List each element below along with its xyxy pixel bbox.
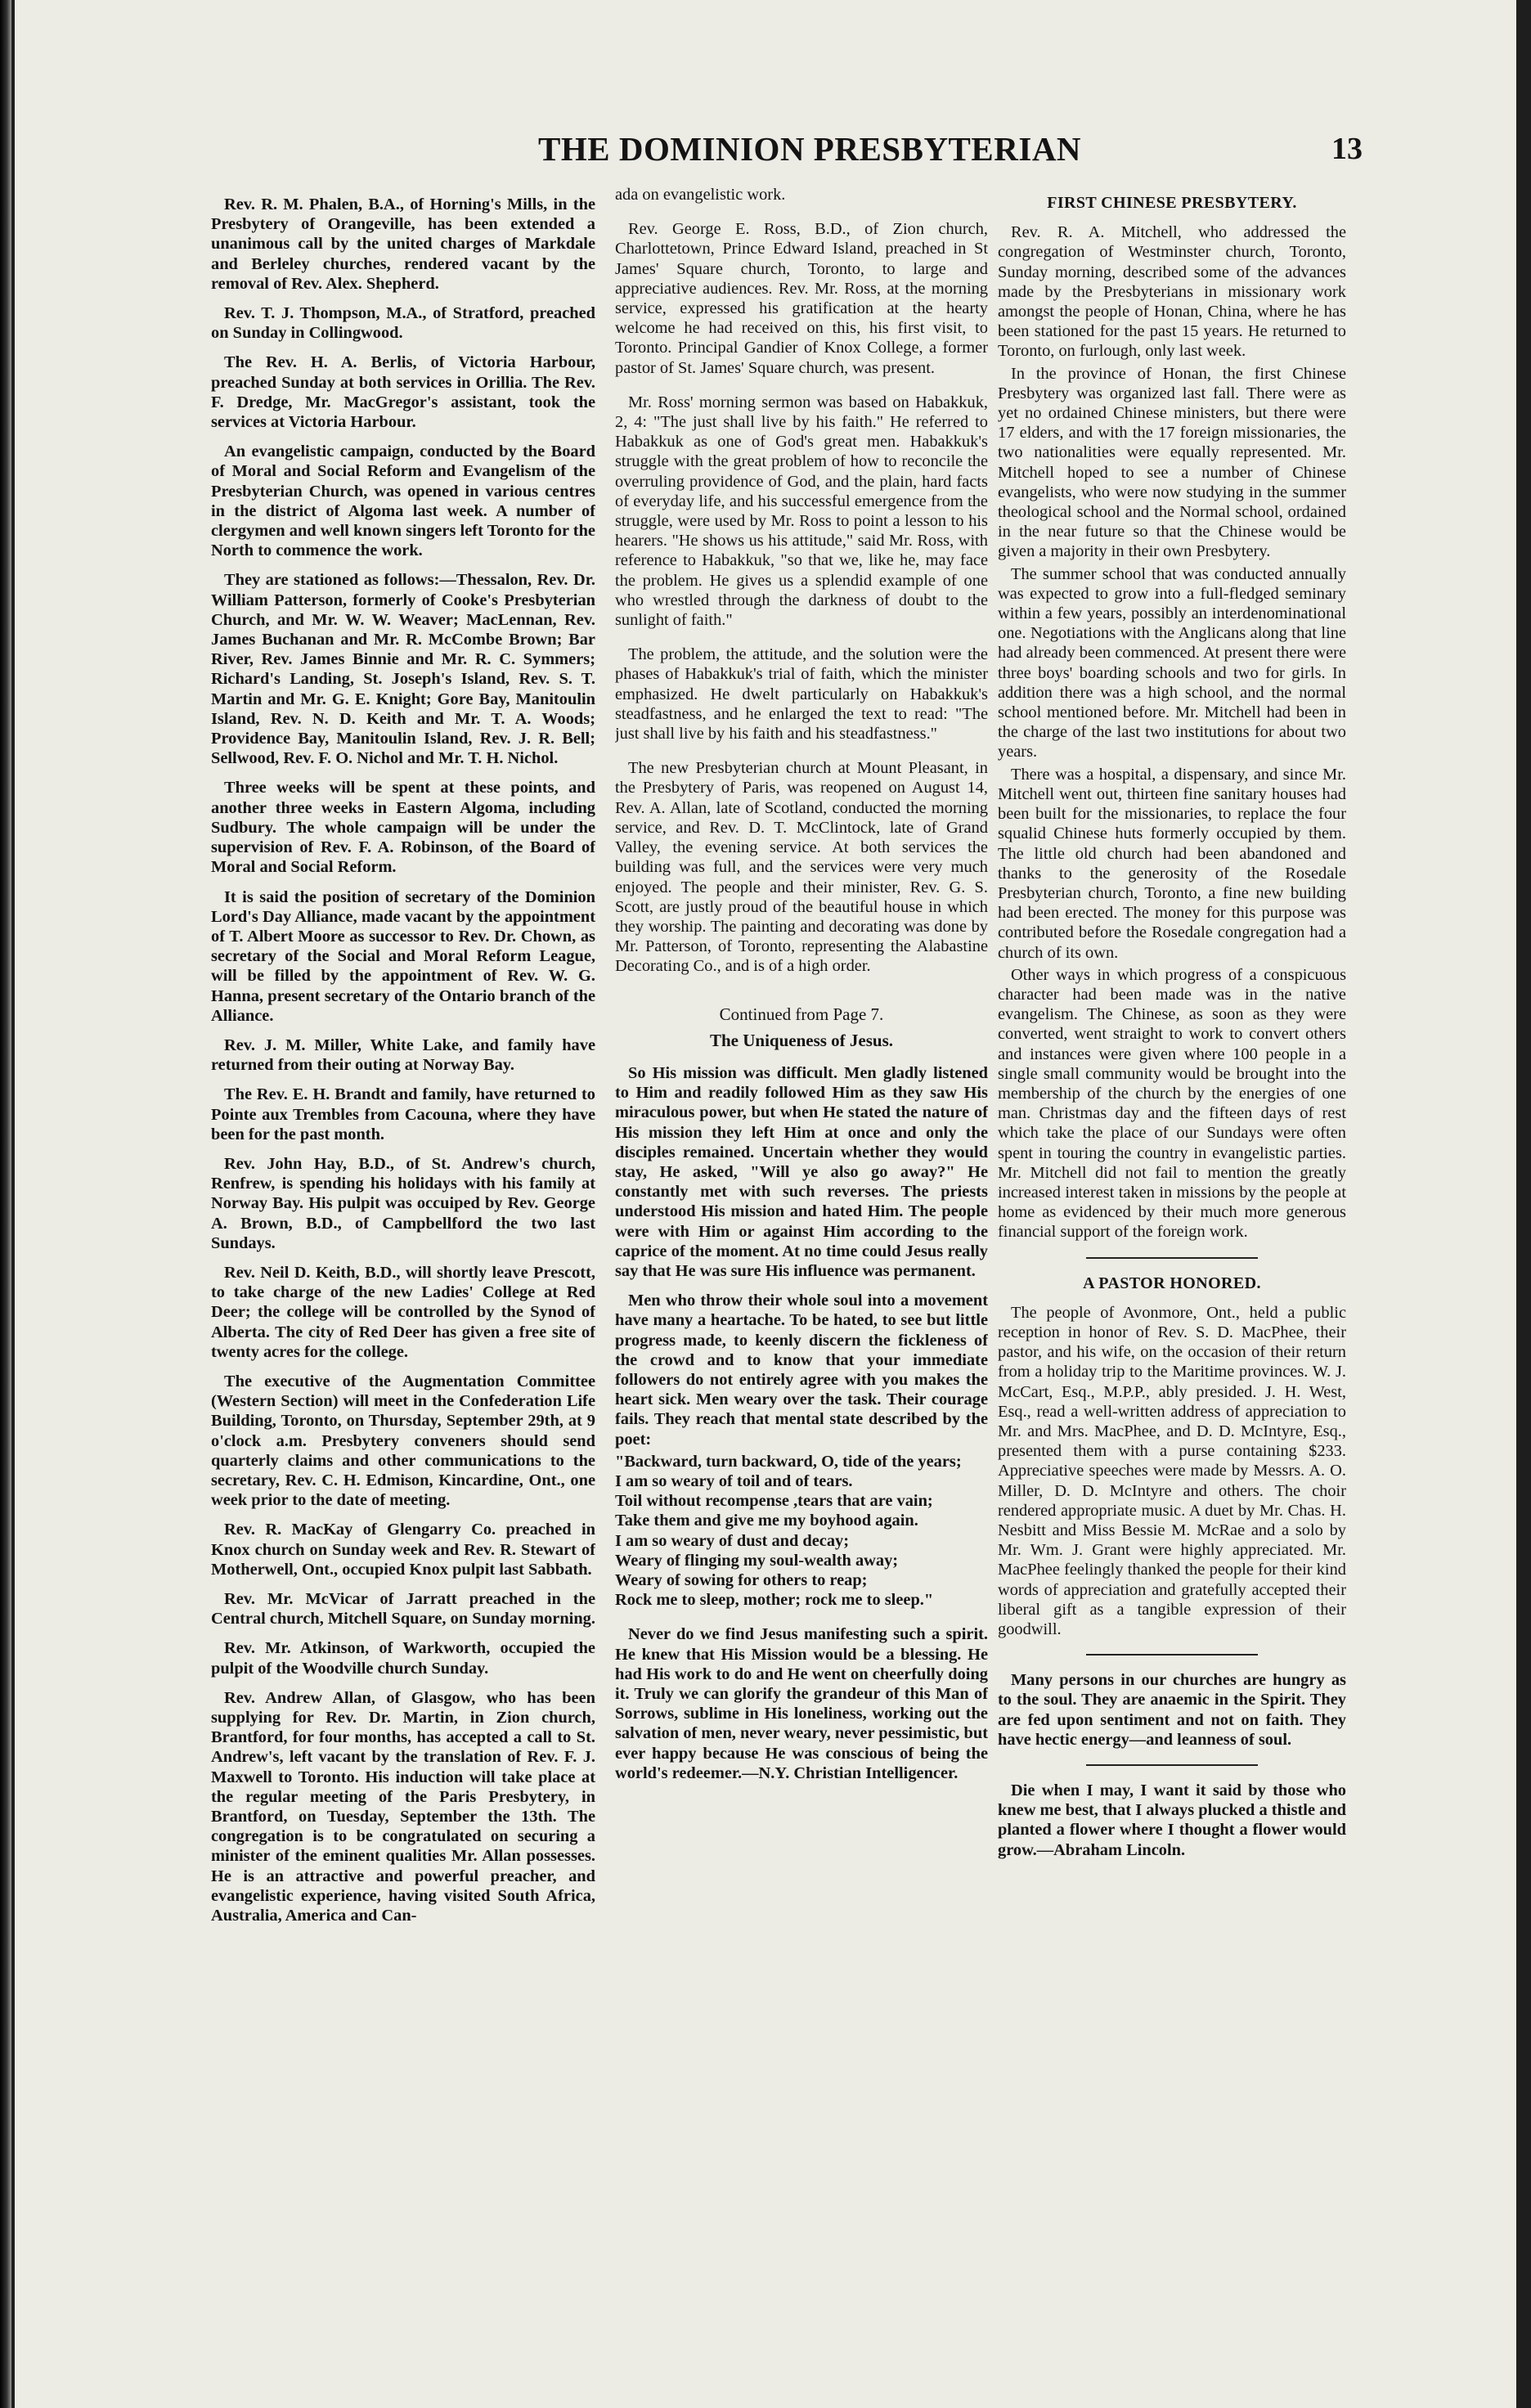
news-item: Rev. Andrew Allan, of Glasgow, who has been supplying for Rev. Dr. Martin, in Zion church, Brantford, for four months, has accepted a call to St. Andrew's, left vacant by the translation of Rev. F. J. Maxwell to Toronto. His induction will take place at the regular meeting of the Paris Presbytery, in Brantford, on Tuesday, September the 13th. The congregation is to be congratulated on securing a minister of the eminent qualities Mr. Allan possesses. He is an attractive and powerful preacher, and evangelistic experience, having visited South Africa, Australia, America and Can- [211, 1688, 595, 1925]
news-item: Rev. Neil D. Keith, B.D., will shortly leave Prescott, to take charge of the new Ladies' College at Red Deer; the college will be controlled by the Synod of Alberta. The city of Red Deer has given a free site of twenty acres for the college. [211, 1263, 595, 1361]
poem-line: Weary of flinging my soul-wealth away; [615, 1551, 899, 1570]
news-item: The executive of the Augmentation Committee (Western Section) will meet in the Confederation Life Building, Toronto, on Thursday, September 29th, at 9 o'clock a.m. Presbytery conveners should send quarterly claims and other communications to the secretary, Rev. C. H. Edmison, Kincardine, Ont., one week prior to the date of meeting. [211, 1372, 595, 1510]
page-number: 13 [1331, 132, 1363, 166]
poem-line: "Backward, turn backward, O, tide of the years; [615, 1452, 962, 1471]
article-body [615, 1063, 988, 1449]
article-paragraph: The summer school that was conducted annually was expected to grow into a full-fledged seminary within a few years, possibly an interdenominational one. Negotiations with the Anglicans along that line had already been commenced. At present there were three boys' boarding schools and two for girls. In addition there was a high school, and the normal school mentioned before. Mr. Mitchell had been in the charge of the last two institutions for about two years. [998, 564, 1346, 761]
news-item: Rev. R. MacKay of Glengarry Co. preached in Knox church on Sunday week and Rev. R. Stewart of Motherwell, Ont., occupied Knox pulpit last Sabbath. [211, 1521, 595, 1579]
poem-line: Take them and give me my boyhood again. [615, 1512, 918, 1530]
news-item: Rev. John Hay, B.D., of St. Andrew's church, Renfrew, is spending his holidays with his family at Norway Bay. His pulpit was occuiped by Rev. George A. Brown, B.D., of Campbellford the two last Sundays. [211, 1154, 595, 1252]
news-item: Rev. R. M. Phalen, B.A., of Horning's Mills, in the Presbytery of Orangeville, has been extended a unanimous call by the united charges of Markdale and Berleley churches, rendered vacant by the removal of Rev. Alex. Shepherd. [211, 195, 595, 293]
column-left [211, 185, 595, 2279]
news-item: Rev. T. J. Thompson, M.A., of Stratford, preached on Sunday in Collingwood. [211, 304, 595, 343]
news-item: They are stationed as follows:—Thessalon, Rev. Dr. William Patterson, formerly of Cooke's Presbyterian Church, and Mr. W. W. Weaver; MacLennan, Rev. James Buchanan and Mr. R. McCombe Brown; Bar River, Rev. James Binnie and Mr. R. C. Symmers; Richard's Landing, St. Joseph's Island, Rev. S. T. Martin and Mr. G. E. Knight; Gore Bay, Manitoulin Island, Rev. N. D. Keith and Mr. T. A. Woods; Providence Bay, Manitoulin Island, Rev. J. R. Bell; Sellwood, Rev. F. O. Nichol and Mr. T. H. Nichol. [211, 571, 595, 768]
note-anaemic-spirit: Many persons in our churches are hungry as to the soul. They are anaemic in the Spirit. They are fed upon sentiment and not on faith. They have hectic energy—and leanness of soul. [998, 1671, 1346, 1749]
section-divider [1086, 1654, 1258, 1656]
news-item: The Rev. E. H. Brandt and family, have returned to Pointe aux Trembles from Cacouna, where they have been for the past month. [211, 1085, 595, 1143]
chinese-presbytery-article [998, 222, 1346, 1242]
church-news [615, 219, 988, 976]
news-paragraph: Mr. Ross' morning sermon was based on Habakkuk, 2, 4: "The just shall live by his faith." He referred to Habakkuk as one of God's great men. Habakkuk's struggle with the great problem of how to reconcile the overruling providence of God, and the plain, hard facts of everyday life, and his successful emergence from the struggle, were used by Mr. Ross to point a lesson to his hearers. "He shows us his attitude," said Mr. Ross, with reference to Habakkuk, "so that we, like he, may face the problem. He gives us a splendid example of one who wrestled through the darkness of doubt to the sunlight of faith." [615, 393, 988, 630]
news-item: Rev. J. M. Miller, White Lake, and family have returned from their outing at Norway Bay. [211, 1036, 595, 1075]
pastor-honored-article [998, 1303, 1346, 1639]
continuation-text: ada on evangelistic work. [615, 186, 786, 204]
news-item: It is said the position of secretary of the Dominion Lord's Day Alliance, made vacant by the appointment of T. Albert Moore as successor to Rev. Dr. Chown, as secretary of the Social and Moral Reform League, will be filled by the appointment of Rev. W. G. Hanna, present secretary of the Ontario branch of the Alliance. [211, 887, 595, 1025]
column-right [998, 185, 1346, 2279]
article-closing: Never do we find Jesus manifesting such a spirit. He knew that His Mission would be a blessing. He had His work to do and He went on cheerfully doing it. Truly we can glorify the grandeur of this Man of Sorrows, sublime in His loneliness, working out the salvation of men, never weary, never pessimistic, but ever happy because He was conscious of being the world's redeemer.—N.Y. Christian Intelligencer. [615, 1625, 988, 1782]
newspaper-page [15, 0, 1516, 2408]
lincoln-quote: Die when I may, I want it said by those who knew me best, that I always plucked a thistle and planted a flower where I thought a flower would grow.—Abraham Lincoln. [998, 1781, 1346, 1859]
page-binding-edge [0, 0, 11, 2408]
column-middle [615, 185, 988, 2279]
article-paragraph: There was a hospital, a dispensary, and since Mr. Mitchell went out, thirteen fine sanitary houses had been built for the missionaries, to replace the four squalid Chinese huts formerly occupied by them. The little old church had been abandoned and thanks to the generosity of the Rosedale Presbyterian church, Toronto, a fine new building had been erected. The money for this purpose was contributed before the Rosedale congregation had a church of its own. [998, 765, 1346, 962]
news-item: Three weeks will be spent at these points, and another three weeks in Eastern Algoma, including Sudbury. The whole campaign will be under the supervision of Rev. F. A. Robinson, of the Board of Moral and Social Reform. [211, 779, 595, 877]
heading-first-chinese-presbytery: FIRST CHINESE PRESBYTERY. [1047, 194, 1297, 212]
poem-quote [615, 1452, 988, 1611]
news-item: Rev. Mr. McVicar of Jarratt preached in the Central church, Mitchell Square, on Sunday morning. [211, 1590, 595, 1629]
heading-pastor-honored: A PASTOR HONORED. [1083, 1274, 1261, 1292]
article-paragraph: So His mission was difficult. Men gladly listened to Him and readily followed Him as they saw His miraculous power, but when He stated the nature of His mission they left Him at once and only the disciples remained. Uncertain whether they would stay, He asked, "Will ye also go away?" He constantly met with such reverses. The priests understood His mission and hated Him. The people were with Him or against Him according to the caprice of the moment. At no time could Jesus really say that He was sure His influence was permanent. [615, 1063, 988, 1280]
article-paragraph: Other ways in which progress of a conspicuous character had been made was in the native evangelism. The Chinese, as soon as they were converted, went straight to work to convert others and instances were given where 100 people in a single small community would be brought into the membership of the church by the energies of one man. Christmas day and the fifteen days of rest which take the place of our Sundays were often spent in touring the country in evangelistic parties. Mr. Mitchell did not fail to mention the greatly increased interest taken in missions by the people at home as evidenced by their much more generous financial support of the foreign work. [998, 965, 1346, 1242]
poem-line: Rock me to sleep, mother; rock me to sleep." [615, 1591, 934, 1610]
section-divider [1086, 1257, 1258, 1259]
continued-note: Continued from Page 7. [719, 1004, 884, 1024]
news-paragraph: The problem, the attitude, and the solution were the phases of Habakkuk's trial of faith, which the minister emphasized. He dwelt particularly on Habakkuk's steadfastness, and he enlarged the text to read: "The just shall live by his faith and his steadfastness." [615, 645, 988, 744]
article-paragraph: Men who throw their whole soul into a movement have many a heartache. To be hated, to see but little progress made, to keenly discern the fickleness of the crowd and to know that your immediate followers do not entirely agree with you makes the heart sick. Men weary over the task. Their courage fails. They reach that mental state described by the poet: [615, 1292, 988, 1449]
publication-title: THE DOMINION PRESBYTERIAN [538, 130, 1082, 168]
poem-line: I am so weary of toil and of tears. [615, 1471, 853, 1490]
news-item: The Rev. H. A. Berlis, of Victoria Harbour, preached Sunday at both services in Orillia. The Rev. F. Dredge, Mr. MacGregor's assistant, took the services at Victoria Harbour. [211, 353, 595, 432]
news-item: Rev. Mr. Atkinson, of Warkworth, occupied the pulpit of the Woodville church Sunday. [211, 1639, 595, 1678]
poem-line: Weary of sowing for others to reap; [615, 1571, 868, 1589]
news-paragraph: Rev. George E. Ross, B.D., of Zion church, Charlottetown, Prince Edward Island, preached in St James' Square church, Toronto, to large and appreciative audiences. Rev. Mr. Ross, at the morning service, expressed his gratification at the hearty welcome he had received on this, his first visit, to Toronto. Principal Gandier of Knox College, a former pastor of St. James' Square church, was present. [615, 220, 988, 377]
news-paragraph: The new Presbyterian church at Mount Pleasant, in the Presbytery of Paris, was reopened on August 14, Rev. A. Allan, late of Scotland, conducted the morning service, and Rev. D. T. McClintock, late of Grand Valley, the evening service. At both services the building was full, and the services were very much enjoyed. The people and their minister, Rev. G. S. Scott, are justly proud of the beautiful house in which they worship. The painting and decorating was done by Mr. Patterson, of Toronto, representing the Alabastine Decorating Co., and is of a high order. [615, 759, 988, 976]
news-item: An evangelistic campaign, conducted by the Board of Moral and Social Reform and Evangelism of the Presbyterian Church, was opened in various centres in the district of Algoma last week. A number of clergymen and well known singers left Toronto for the North to commence the work. [211, 443, 595, 560]
article-title: The Uniqueness of Jesus. [709, 1030, 894, 1050]
article-paragraph: The people of Avonmore, Ont., held a public reception in honor of Rev. S. D. MacPhee, their pastor, and his wife, on the occasion of their return from a holiday trip to the Maritime provinces. W. J. McCart, Esq., M.P.P., ably presided. J. H. West, Esq., read a well-written address of appreciation to Mr. and Mrs. MacPhee, and D. D. McIntyre, Esq., presented them with a purse containing $233. Appreciative speeches were made by Messrs. A. O. Miller, D. D. McIntyre and others. The choir rendered appropriate music. A duet by Mr. Chas. H. Nesbitt and Miss Bessie M. McRae and a solo by Mr. Wm. J. Grant were highly appreciated. Mr. MacPhee feelingly thanked the people for their kind words of appreciation and gratefully accepted their liberal gift as a tangible expression of their goodwill. [998, 1303, 1346, 1639]
section-divider [1086, 1764, 1258, 1766]
article-paragraph: In the province of Honan, the first Chinese Presbytery was organized last fall. There were as yet no ordained Chinese ministers, but there were 17 elders, and with the 17 foreign missionaries, the two nationalities were equally represented. Mr. Mitchell hoped to see a number of Chinese evangelists, who were now studying in the summer theological school and the Normal school, ordained in the near future so that the Chinese would be given a majority in their own Presbytery. [998, 364, 1346, 561]
article-paragraph: Rev. R. A. Mitchell, who addressed the congregation of Westminster church, Toronto, Sunday morning, described some of the advances made by the Presbyterians in missionary work amongst the people of Honan, China, where he has been stationed for the past 15 years. He returned to Toronto, on furlough, only last week. [998, 223, 1346, 361]
poem-line: I am so weary of dust and decay; [615, 1531, 850, 1550]
poem-line: Toil without recompense ,tears that are vain; [615, 1492, 933, 1511]
